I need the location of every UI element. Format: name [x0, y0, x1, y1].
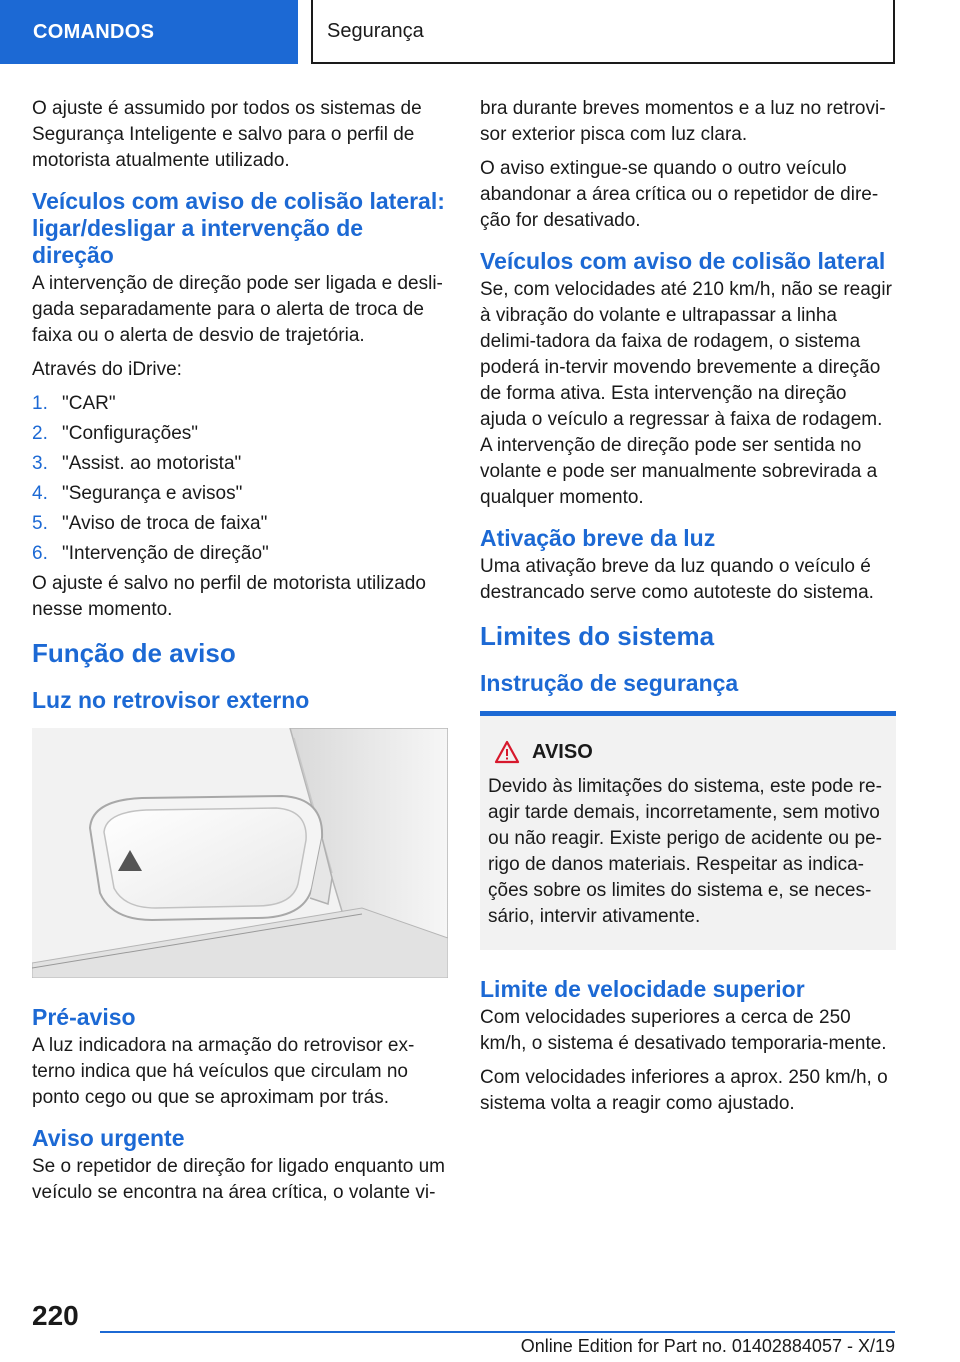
list-item: 5. "Aviso de troca de faixa": [32, 513, 268, 534]
intro-paragraph: O ajuste é assumido por todos os sistemas de Segurança Inteligente e salvo para o perfil de motorista atualmente utilizado.: [32, 98, 422, 171]
paragraph-speed-2: Com velocidades inferiores a aprox. 250 km/h, o sistema volta a reagir como ajustado.: [480, 1067, 888, 1114]
right-column: [480, 96, 896, 1125]
heading-lateral-collision: Veículos com aviso de colisão lateral: [480, 248, 886, 274]
left-column: [32, 96, 448, 1214]
list-item: 4. "Segurança e avisos": [32, 483, 243, 504]
paragraph-brief-light: Uma ativação breve da luz quando o veículo é destrancado serve como autoteste do sistema.: [480, 556, 874, 603]
paragraph-via-idrive: Através do iDrive:: [32, 359, 182, 380]
warning-title-row: [488, 740, 888, 764]
paragraph-lateral-collision: Se, com velocidades até 210 km/h, não se reagir à vibração do volante e ultrapassar a linha delimi-tadora da faixa de rodagem, o sistema poderá in-tervir movendo brevemente a direção de forma ativa. Esta intervenção na direção ajuda o veículo a regressar à faixa de rodagem. A intervenção de direção pode ser sentida no volante e pode ser manualmente sobrevirada a qualquer momento.: [480, 279, 892, 508]
paragraph-pre-warning: A luz indicadora na armação do retrovisor ex-terno indica que há veículos que circulam no ponto cego ou que se aproximam por trás.: [32, 1035, 415, 1108]
list-item: 1. "CAR": [32, 393, 116, 414]
warning-triangle-icon: [494, 740, 520, 764]
heading-brief-light: Ativação breve da luz: [480, 525, 716, 551]
heading-speed-limit: Limite de velocidade superior: [480, 976, 805, 1002]
heading-warning-function: Função de aviso: [32, 638, 236, 668]
heading-lateral-steer: Veículos com aviso de colisão lateral: ligar/desligar a intervenção de direção: [32, 188, 445, 268]
idrive-steps: [32, 391, 448, 567]
paragraph-speed-1: Com velocidades superiores a cerca de 250 km/h, o sistema é desativado temporaria-mente.: [480, 1007, 887, 1054]
warning-box: [480, 711, 896, 950]
section-title: Segurança: [327, 19, 424, 42]
chapter-tab: [0, 0, 298, 64]
list-item: 3. "Assist. ao motorista": [32, 453, 242, 474]
warning-text: Devido às limitações do sistema, este pode re-agir tarde demais, incorretamente, sem motivo ou não reagir. Existe perigo de acidente ou pe-rigo de danos materiais. Respeitar as indica-ções sobre os limites do sistema e, se neces-sário, intervir ativamente.: [488, 776, 882, 927]
heading-mirror-light: Luz no retrovisor externo: [32, 687, 310, 713]
page-number: 220: [32, 1300, 79, 1331]
chapter-title: COMANDOS: [33, 20, 155, 43]
footer-divider: [100, 1331, 895, 1333]
warning-title: AVISO: [532, 740, 593, 763]
paragraph-saved: O ajuste é salvo no perfil de motorista utilizado nesse momento.: [32, 573, 426, 620]
paragraph-urgent-continued: bra durante breves momentos e a luz no retrovi-sor exterior pisca com luz clara.: [480, 98, 886, 145]
paragraph-warning-extinguish: O aviso extingue-se quando o outro veículo abandonar a área crítica ou o repetidor de dire-ção for desativado.: [480, 158, 879, 231]
list-item: 2. "Configurações": [32, 423, 199, 444]
edition-note: Online Edition for Part no. 01402884057 - X/19: [520, 1336, 895, 1356]
list-item: 6. "Intervenção de direção": [32, 543, 269, 564]
paragraph-lateral-steer: A intervenção de direção pode ser ligada e desli-gada separadamente para o alerta de troca de faixa ou o alerta de desvio de trajetória.: [32, 273, 443, 346]
mirror-illustration: [32, 728, 448, 978]
heading-system-limits: Limites do sistema: [480, 621, 715, 651]
heading-safety-instruction: Instrução de segurança: [480, 670, 739, 696]
paragraph-urgent-warning: Se o repetidor de direção for ligado enquanto um veículo se encontra na área crítica, o volante vi-: [32, 1156, 445, 1203]
heading-urgent-warning: Aviso urgente: [32, 1125, 185, 1151]
heading-pre-warning: Pré-aviso: [32, 1004, 136, 1030]
mirror-drawing: [32, 728, 448, 978]
section-header: [311, 0, 895, 64]
